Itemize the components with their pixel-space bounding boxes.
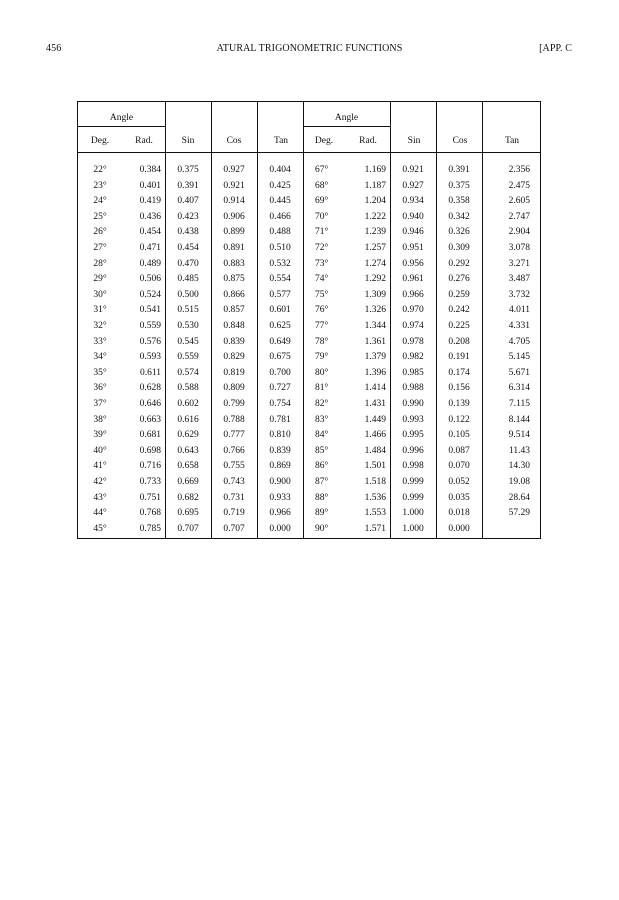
table-cell: 0.848	[223, 321, 245, 331]
table-cell: 0.532	[269, 258, 291, 269]
table-cell: 2.605	[508, 196, 530, 207]
table-cell: 0.309	[448, 243, 470, 253]
table-cell: 0.342	[448, 211, 470, 222]
table-cell: 31°	[93, 305, 107, 316]
table-cell: 0.727	[269, 383, 291, 394]
column-header: Deg.	[90, 136, 110, 146]
table-cell: 0.961	[402, 274, 424, 285]
table-cell: 0.500	[177, 289, 199, 300]
angle-group-rule	[78, 126, 165, 127]
table-cell: 22°	[93, 165, 107, 175]
table-cell: 82°	[315, 399, 329, 409]
table-cell: 5.145	[508, 352, 530, 363]
table-cell: 0.829	[223, 352, 245, 363]
table-cell: 0.466	[269, 211, 291, 222]
table-cell: 0.601	[269, 305, 291, 316]
table-cell: 85°	[315, 445, 329, 456]
table-cell: 0.755	[223, 461, 245, 472]
table-cell: 45°	[93, 523, 107, 534]
table-cell: 0.588	[177, 383, 199, 394]
table-cell: 0.035	[448, 492, 470, 503]
table-cell: 4.011	[508, 305, 530, 316]
table-cell: 0.891	[223, 243, 245, 253]
page-number: 456	[46, 43, 62, 54]
table-cell: 0.857	[223, 305, 245, 316]
table-cell: 27°	[93, 243, 107, 253]
table-cell: 0.000	[269, 523, 291, 534]
table-cell: 86°	[315, 461, 329, 472]
table-cell: 30°	[93, 289, 107, 300]
table-cell: 44°	[93, 508, 107, 519]
table-cell: 89°	[315, 508, 329, 519]
table-cell: 0.326	[448, 227, 470, 238]
table-cell: 0.966	[402, 289, 424, 300]
table-cell: 0.819	[223, 367, 245, 378]
table-cell: 0.906	[223, 211, 245, 222]
table-cell: 38°	[93, 414, 107, 425]
table-cell: 0.766	[223, 445, 245, 456]
table-cell: 0.658	[177, 461, 199, 472]
column-header: Rad.	[135, 136, 153, 146]
table-cell: 3.271	[508, 258, 530, 269]
table-cell: 0.375	[448, 180, 470, 191]
column-header: Cos	[226, 136, 242, 146]
table-cell: 34°	[93, 352, 107, 363]
table-cell: 0.810	[269, 430, 291, 441]
table-cell: 0.292	[448, 258, 470, 269]
table-cell: 0.105	[448, 430, 470, 441]
table-cell: 0.933	[269, 492, 291, 503]
table-cell: 1.344	[364, 321, 386, 331]
appendix-label: [APP. C	[539, 43, 572, 54]
table-cell: 0.423	[177, 211, 199, 222]
table-cell: 0.934	[402, 196, 424, 207]
table-cell: 0.401	[139, 180, 161, 191]
table-cell: 28.64	[508, 492, 530, 503]
table-cell: 0.593	[139, 352, 161, 363]
table-cell: 43°	[93, 492, 107, 503]
table-cell: 78°	[315, 336, 329, 347]
table-cell: 5.671	[508, 367, 530, 378]
table-cell: 0.978	[402, 336, 424, 347]
table-cell: 0.866	[223, 289, 245, 300]
table-cell: 0.574	[177, 367, 199, 378]
table-cell: 80°	[315, 367, 329, 378]
table-cell: 0.576	[139, 336, 161, 347]
table-cell: 0.471	[139, 243, 161, 253]
table-cell: 0.707	[223, 523, 245, 534]
column-header: Tan	[504, 136, 520, 146]
table-cell: 0.785	[139, 523, 161, 534]
angle-group-rule	[303, 126, 390, 127]
table-cell: 0.515	[177, 305, 199, 316]
table-cell: 8.144	[508, 414, 530, 425]
table-cell: 0.628	[139, 383, 161, 394]
table-cell: 6.314	[508, 383, 530, 394]
table-cell: 11.43	[508, 445, 530, 456]
table-cell: 1.274	[364, 258, 386, 269]
table-cell: 19.08	[508, 477, 530, 487]
table-cell: 1.466	[364, 430, 386, 441]
table-cell: 1.571	[364, 523, 386, 534]
table-cell: 42°	[93, 477, 107, 487]
table-cell: 35°	[93, 367, 107, 378]
table-cell: 33°	[93, 336, 107, 347]
table-cell: 0.559	[139, 321, 161, 331]
table-cell: 69°	[315, 196, 329, 207]
table-cell: 0.999	[402, 492, 424, 503]
table-cell: 0.927	[402, 180, 424, 191]
table-cell: 2.904	[508, 227, 530, 238]
table-cell: 0.809	[223, 383, 245, 394]
table-cell: 0.156	[448, 383, 470, 394]
table-cell: 0.391	[448, 165, 470, 175]
table-cell: 0.990	[402, 399, 424, 409]
table-cell: 0.698	[139, 445, 161, 456]
table-cell: 0.276	[448, 274, 470, 285]
column-header: Sin	[181, 136, 195, 146]
table-cell: 77°	[315, 321, 329, 331]
table-cell: 0.419	[139, 196, 161, 207]
table-cell: 0.999	[402, 477, 424, 487]
table-cell: 0.899	[223, 227, 245, 238]
table-cell: 0.719	[223, 508, 245, 519]
table-cell: 0.375	[177, 165, 199, 175]
table-cell: 1.431	[364, 399, 386, 409]
table-cell: 0.559	[177, 352, 199, 363]
table-cell: 0.875	[223, 274, 245, 285]
table-cell: 41°	[93, 461, 107, 472]
table-cell: 0.799	[223, 399, 245, 409]
table-cell: 0.951	[402, 243, 424, 253]
table-cell: 71°	[315, 227, 329, 238]
table-cell: 0.554	[269, 274, 291, 285]
table-cell: 0.000	[448, 523, 470, 534]
table-cell: 1.204	[364, 196, 386, 207]
table-cell: 1.000	[402, 523, 424, 534]
table-cell: 0.625	[269, 321, 291, 331]
table-cell: 1.000	[402, 508, 424, 519]
table-cell: 0.781	[269, 414, 291, 425]
table-cell: 1.518	[364, 477, 386, 487]
table-cell: 0.883	[223, 258, 245, 269]
table-cell: 0.407	[177, 196, 199, 207]
table-cell: 0.384	[139, 165, 161, 175]
column-header: Tan	[273, 136, 289, 146]
table-cell: 39°	[93, 430, 107, 441]
table-cell: 81°	[315, 383, 329, 394]
table-cell: 0.707	[177, 523, 199, 534]
table-cell: 36°	[93, 383, 107, 394]
table-cell: 1.187	[364, 180, 386, 191]
table-cell: 0.777	[223, 430, 245, 441]
table-cell: 1.449	[364, 414, 386, 425]
table-cell: 0.242	[448, 305, 470, 316]
table-cell: 83°	[315, 414, 329, 425]
table-cell: 1.379	[364, 352, 386, 363]
table-cell: 1.553	[364, 508, 386, 519]
table-cell: 2.475	[508, 180, 530, 191]
table-cell: 0.122	[448, 414, 470, 425]
table-cell: 0.208	[448, 336, 470, 347]
table-cell: 0.743	[223, 477, 245, 487]
table-cell: 0.087	[448, 445, 470, 456]
table-cell: 1.536	[364, 492, 386, 503]
table-cell: 26°	[93, 227, 107, 238]
table-cell: 0.454	[139, 227, 161, 238]
table-cell: 0.470	[177, 258, 199, 269]
table-cell: 0.940	[402, 211, 424, 222]
table-cell: 0.643	[177, 445, 199, 456]
table-cell: 0.611	[139, 367, 161, 378]
table-cell: 32°	[93, 321, 107, 331]
table-cell: 1.326	[364, 305, 386, 316]
table-cell: 76°	[315, 305, 329, 316]
table-cell: 0.524	[139, 289, 161, 300]
table-cell: 0.839	[223, 336, 245, 347]
table-cell: 75°	[315, 289, 329, 300]
table-cell: 0.358	[448, 196, 470, 207]
table-cell: 73°	[315, 258, 329, 269]
table-cell: 0.489	[139, 258, 161, 269]
table-cell: 1.257	[364, 243, 386, 253]
table-cell: 0.530	[177, 321, 199, 331]
table-cell: 1.239	[364, 227, 386, 238]
table-cell: 0.506	[139, 274, 161, 285]
table-cell: 0.649	[269, 336, 291, 347]
table-cell: 1.309	[364, 289, 386, 300]
trig-table	[77, 101, 541, 539]
table-cell: 0.485	[177, 274, 199, 285]
table-cell: 0.946	[402, 227, 424, 238]
table-cell: 3.078	[508, 243, 530, 253]
table-cell: 0.445	[269, 196, 291, 207]
table-cell: 1.484	[364, 445, 386, 456]
table-cell: 0.733	[139, 477, 161, 487]
table-cell: 67°	[315, 165, 329, 175]
table-cell: 7.115	[508, 399, 530, 409]
table-cell: 14.30	[508, 461, 530, 472]
table-cell: 0.970	[402, 305, 424, 316]
table-cell: 0.438	[177, 227, 199, 238]
table-cell: 0.982	[402, 352, 424, 363]
table-cell: 0.996	[402, 445, 424, 456]
table-cell: 0.629	[177, 430, 199, 441]
table-cell: 0.139	[448, 399, 470, 409]
table-cell: 0.695	[177, 508, 199, 519]
table-cell: 0.663	[139, 414, 161, 425]
table-cell: 0.993	[402, 414, 424, 425]
table-cell: 28°	[93, 258, 107, 269]
table-cell: 0.646	[139, 399, 161, 409]
table-cell: 1.414	[364, 383, 386, 394]
table-cell: 72°	[315, 243, 329, 253]
table-cell: 0.404	[269, 165, 291, 175]
table-cell: 0.914	[223, 196, 245, 207]
table-cell: 0.602	[177, 399, 199, 409]
table-cell: 0.681	[139, 430, 161, 441]
table-cell: 2.356	[508, 165, 530, 175]
table-cell: 74°	[315, 274, 329, 285]
table-cell: 23°	[93, 180, 107, 191]
table-cell: 1.222	[364, 211, 386, 222]
table-cell: 0.541	[139, 305, 161, 316]
table-cell: 79°	[315, 352, 329, 363]
table-cell: 90°	[315, 523, 329, 534]
table-cell: 0.998	[402, 461, 424, 472]
table-cell: 0.921	[223, 180, 245, 191]
table-cell: 3.487	[508, 274, 530, 285]
header-rule	[78, 152, 540, 153]
table-cell: 0.751	[139, 492, 161, 503]
table-cell: 0.454	[177, 243, 199, 253]
table-cell: 0.488	[269, 227, 291, 238]
table-cell: 0.985	[402, 367, 424, 378]
table-cell: 1.169	[364, 165, 386, 175]
table-cell: 1.292	[364, 274, 386, 285]
table-cell: 0.995	[402, 430, 424, 441]
table-cell: 0.716	[139, 461, 161, 472]
table-cell: 0.669	[177, 477, 199, 487]
table-cell: 0.545	[177, 336, 199, 347]
table-cell: 0.191	[448, 352, 470, 363]
table-cell: 0.869	[269, 461, 291, 472]
table-cell: 57.29	[508, 508, 530, 519]
table-cell: 84°	[315, 430, 329, 441]
table-cell: 1.501	[364, 461, 386, 472]
table-cell: 4.705	[508, 336, 530, 347]
table-cell: 4.331	[508, 321, 530, 331]
table-cell: 40°	[93, 445, 107, 456]
table-cell: 3.732	[508, 289, 530, 300]
table-cell: 1.396	[364, 367, 386, 378]
table-cell: 0.900	[269, 477, 291, 487]
angle-group-label: Angle	[334, 113, 359, 123]
table-cell: 37°	[93, 399, 107, 409]
column-header: Rad.	[359, 136, 377, 146]
table-cell: 0.577	[269, 289, 291, 300]
table-cell: 0.956	[402, 258, 424, 269]
table-cell: 24°	[93, 196, 107, 207]
running-title: ATURAL TRIGONOMETRIC FUNCTIONS	[216, 43, 403, 54]
table-cell: 0.966	[269, 508, 291, 519]
table-cell: 68°	[315, 180, 329, 191]
table-cell: 0.510	[269, 243, 291, 253]
table-cell: 0.018	[448, 508, 470, 519]
table-cell: 1.361	[364, 336, 386, 347]
angle-group-label: Angle	[109, 113, 134, 123]
table-cell: 9.514	[508, 430, 530, 441]
table-cell: 0.788	[223, 414, 245, 425]
column-header: Deg.	[314, 136, 334, 146]
table-cell: 0.731	[223, 492, 245, 503]
table-cell: 0.174	[448, 367, 470, 378]
table-cell: 0.225	[448, 321, 470, 331]
table-cell: 0.700	[269, 367, 291, 378]
table-cell: 70°	[315, 211, 329, 222]
table-cell: 0.839	[269, 445, 291, 456]
table-cell: 0.070	[448, 461, 470, 472]
column-header: Sin	[407, 136, 421, 146]
column-header: Cos	[452, 136, 468, 146]
table-cell: 2.747	[508, 211, 530, 222]
table-cell: 0.052	[448, 477, 470, 487]
table-cell: 0.927	[223, 165, 245, 175]
table-cell: 0.754	[269, 399, 291, 409]
table-cell: 29°	[93, 274, 107, 285]
table-cell: 0.768	[139, 508, 161, 519]
table-cell: 0.974	[402, 321, 424, 331]
table-cell: 0.988	[402, 383, 424, 394]
table-cell: 0.675	[269, 352, 291, 363]
table-cell: 87°	[315, 477, 329, 487]
table-cell: 0.391	[177, 180, 199, 191]
table-cell: 0.921	[402, 165, 424, 175]
table-cell: 0.682	[177, 492, 199, 503]
table-cell: 0.616	[177, 414, 199, 425]
column-rule	[303, 102, 304, 538]
table-cell: 0.259	[448, 289, 470, 300]
table-cell: 0.436	[139, 211, 161, 222]
table-cell: 0.425	[269, 180, 291, 191]
table-cell: 88°	[315, 492, 329, 503]
table-cell: 25°	[93, 211, 107, 222]
